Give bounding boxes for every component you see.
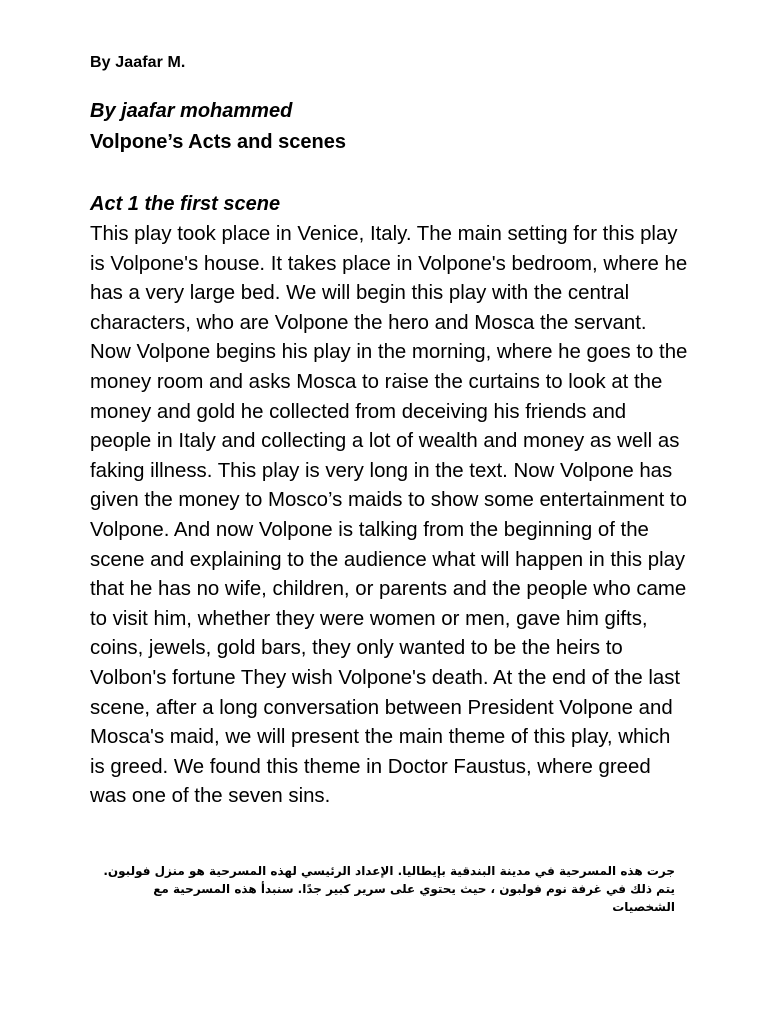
- header-author: By Jaafar M.: [90, 54, 186, 71]
- body-paragraph: This play took place in Venice, Italy. The main setting for this play is Volpone's house. It takes place in Volpone's bedroom, where he has a very large bed. We will begin this play with the central characters, who are Volpone the hero and Mosca the servant. Now Volpone begins his play in the morning, where he goes to the money room and asks Mosca to raise the curtains to look at the money and gold he collected from deceiving his friends and people in Italy and collecting a lot of wealth and money as well as faking illness. This play is very long in the text. Now Volpone has given the money to Mosco’s maids to show some entertainment to Volpone. And now Volpone is talking from the beginning of the scene and explaining to the audience what will happen in this play that he has no wife, children, or parents and the people who came to visit him, whether they were women or men, gave him gifts, coins, jewels, gold bars, they only wanted to be the heirs to Volbon's fortune They wish Volpone's death. At the end of the last scene, after a long conversation between President Volpone and Mosca's maid, we will present the main theme of this play, which is greed. We found this theme in Doctor Faustus, where greed was one of the seven sins.: [90, 223, 688, 808]
- document-title: Volpone’s Acts and scenes: [90, 131, 347, 153]
- document-byline: By jaafar mohammed: [90, 100, 293, 122]
- document-content: [90, 96, 690, 812]
- arabic-summary-paragraph: جرت هذه المسرحية في مدينة البندقية بإيطاليا. الإعداد الرئيسي لهذه المسرحية هو منزل فولبون. يتم ذلك في غرفة نوم فولبون ، حيث يحتوي على سرير كبير جدًا. سنبدأ هذه المسرحية مع الشخصيات: [103, 864, 675, 914]
- section-heading: Act 1 the first scene: [90, 193, 281, 215]
